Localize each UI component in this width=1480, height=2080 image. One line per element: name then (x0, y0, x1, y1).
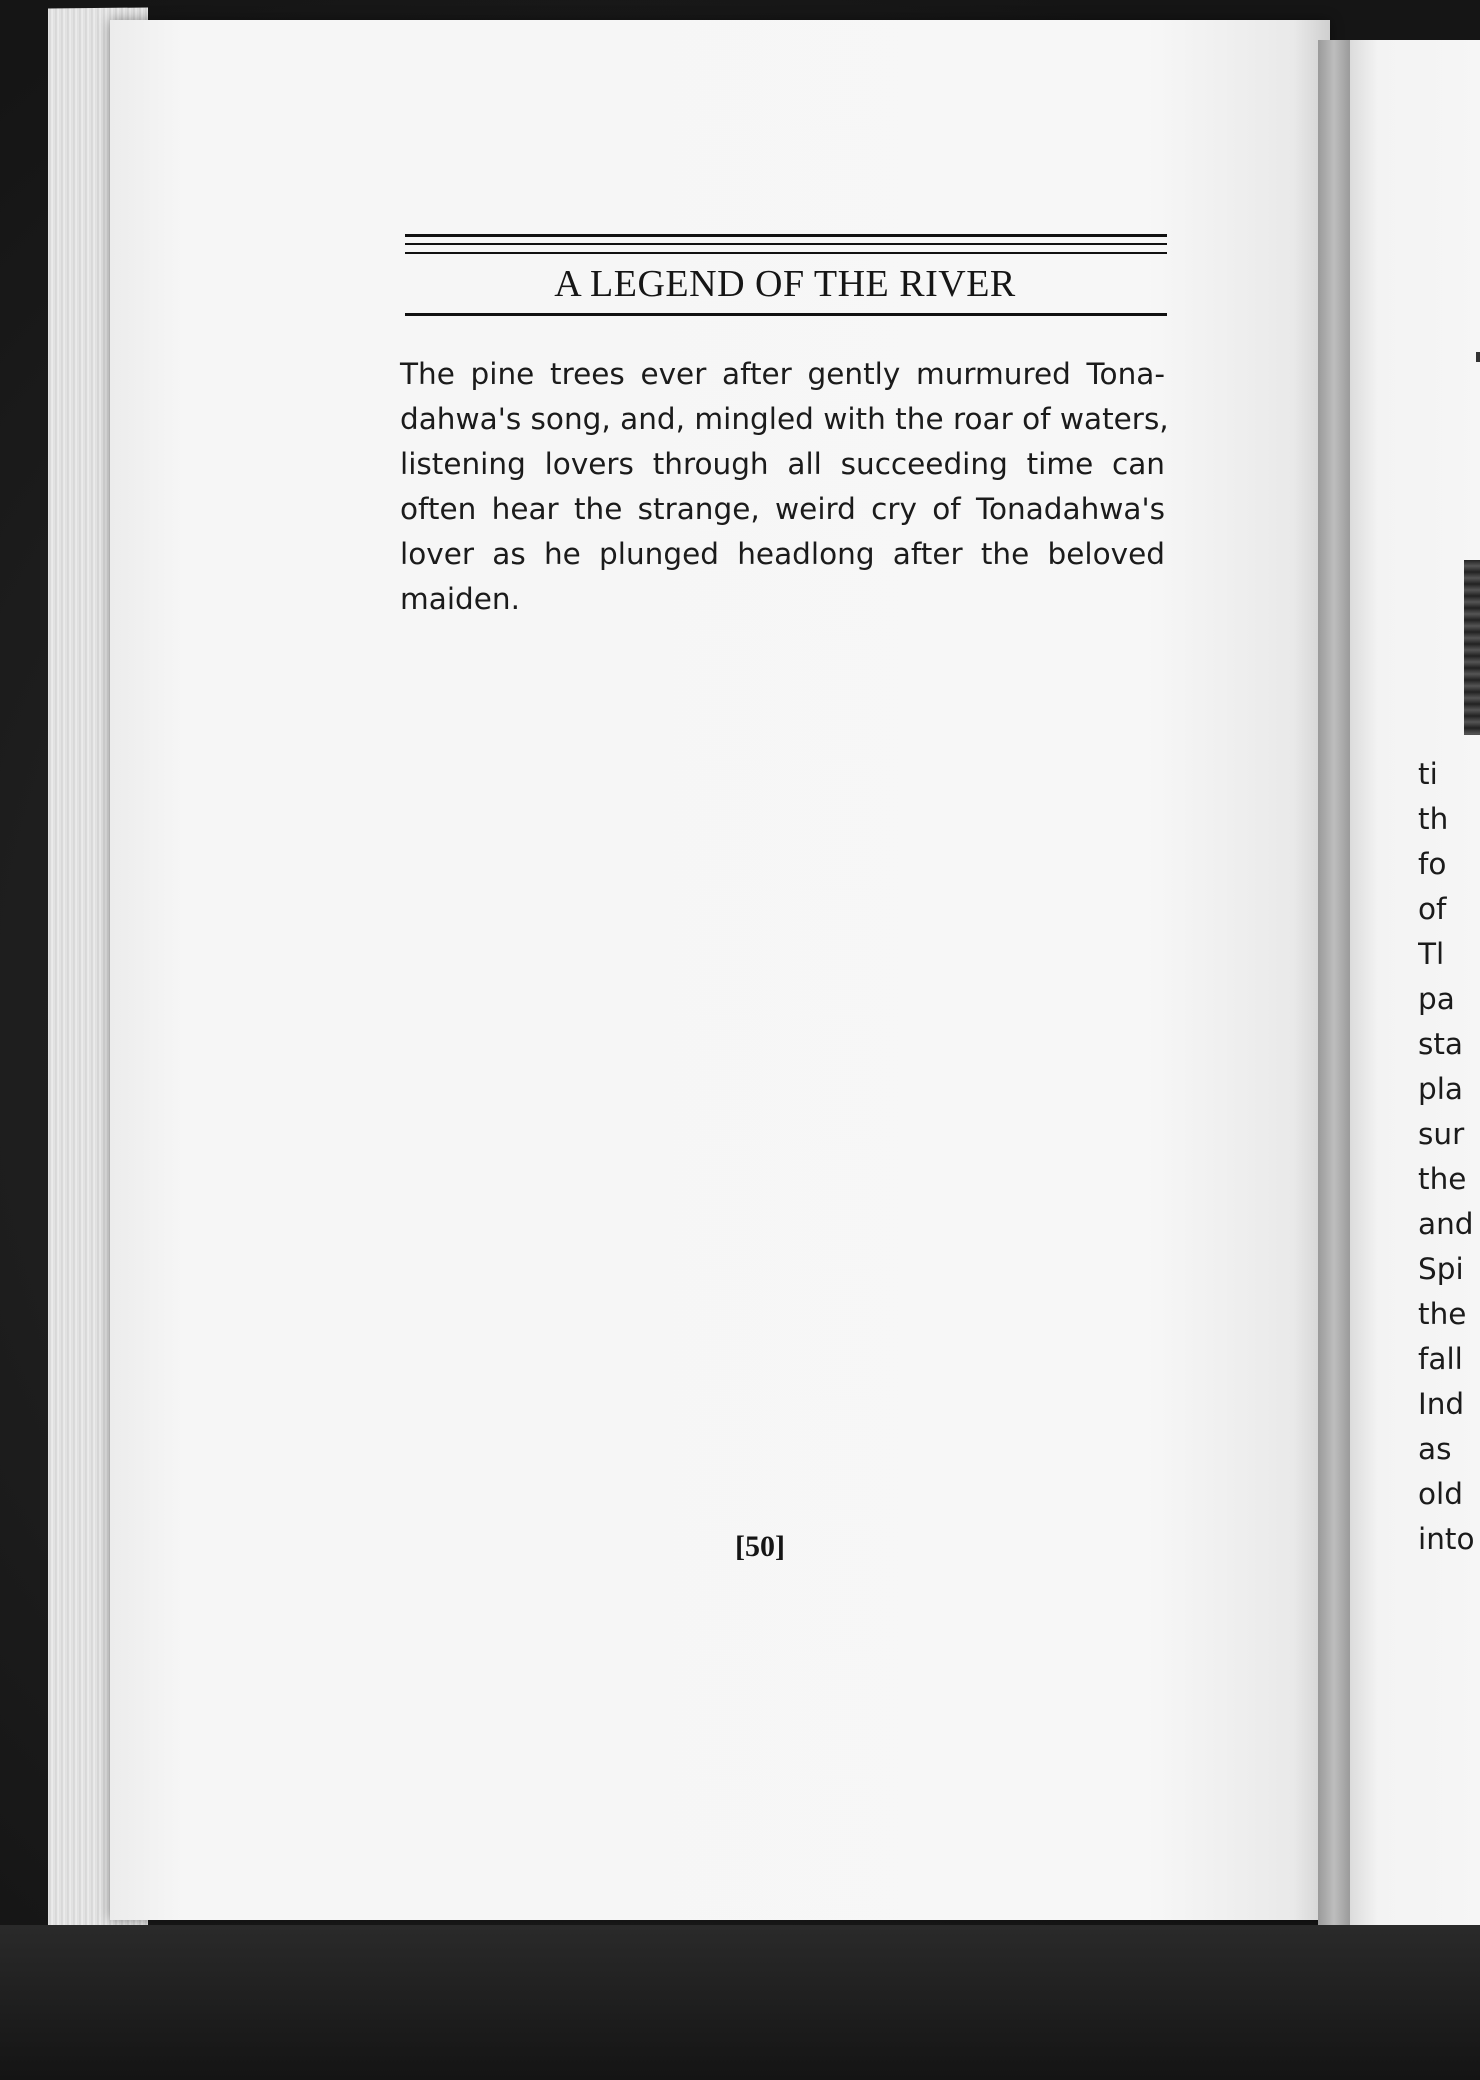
right-page-text (1418, 752, 1480, 1562)
text-fragment: sur (1418, 1117, 1465, 1151)
header-rule-top (405, 234, 1167, 237)
text-fragment: Ind (1418, 1387, 1465, 1421)
text-line: lover as he plunged headlong after the beloved (400, 537, 1165, 571)
page-number: [50] (735, 1530, 785, 1563)
text-fragment: old (1418, 1477, 1463, 1511)
text-line: The pine trees ever after gently murmured Tona- (400, 357, 1165, 391)
text-line: maiden. (400, 582, 520, 616)
text-fragment: of (1418, 892, 1447, 926)
ornament-illustration (1464, 560, 1480, 735)
header-rule-bottom (405, 313, 1167, 316)
body-paragraph (400, 352, 1169, 622)
text-fragment: th (1418, 802, 1449, 836)
text-fragment: the (1418, 1297, 1467, 1331)
right-page-mark (1476, 352, 1480, 362)
table-bottom (0, 1925, 1480, 2080)
text-fragment: fall (1418, 1342, 1463, 1376)
text-fragment: pa (1418, 982, 1455, 1016)
text-fragment: into (1418, 1522, 1475, 1556)
text-fragment: ti (1418, 757, 1438, 791)
text-fragment: and (1418, 1207, 1474, 1241)
text-fragment: pla (1418, 1072, 1463, 1106)
header-rule-thin (405, 243, 1167, 245)
text-fragment: the (1418, 1162, 1467, 1196)
text-fragment: sta (1418, 1027, 1464, 1061)
text-fragment: Spi (1418, 1252, 1464, 1286)
text-fragment: fo (1418, 847, 1447, 881)
text-line: listening lovers through all succeeding time can (400, 447, 1165, 481)
header-rule-second (405, 252, 1167, 254)
chapter-heading: A LEGEND OF THE RIVER (554, 263, 1016, 305)
text-line: dahwa's song, and, mingled with the roar of waters, (400, 402, 1169, 436)
text-line: often hear the strange, weird cry of Tonadahwa's (400, 492, 1165, 526)
text-fragment: as (1418, 1432, 1452, 1466)
text-fragment: Tl (1418, 937, 1445, 971)
